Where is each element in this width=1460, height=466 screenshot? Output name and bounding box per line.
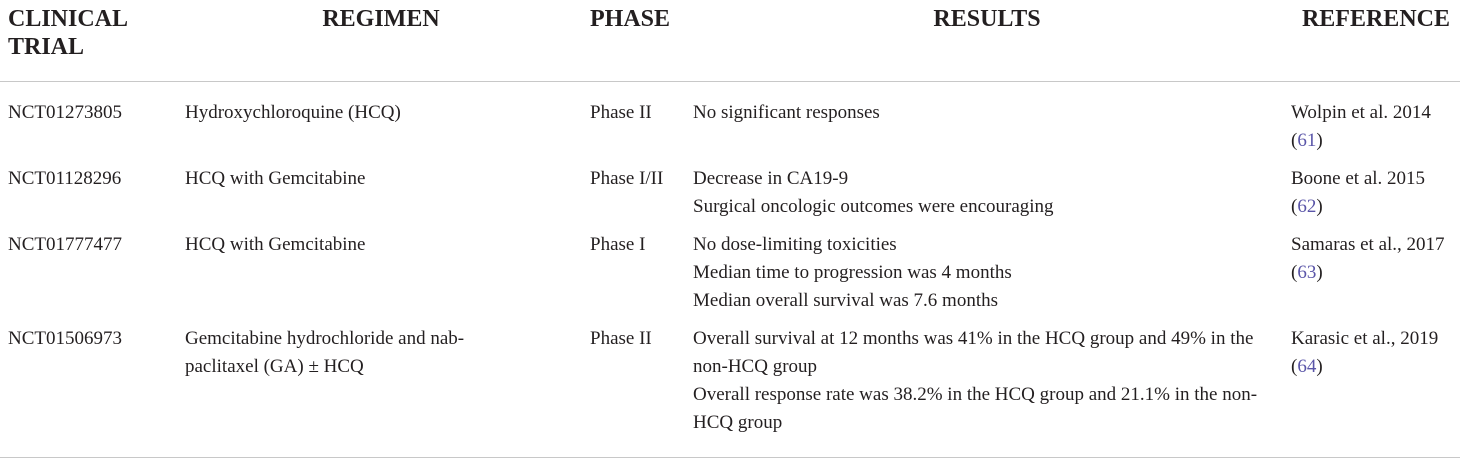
result-line: Surgical oncologic outcomes were encouraging [693,196,1054,217]
reference-text: Samaras et al., 2017 [1291,234,1445,255]
table-row [0,221,1460,315]
table-row [0,82,1460,156]
result-line: Overall survival at 12 months was 41% in the HCQ group and 49% in the non-HCQ group [693,328,1254,377]
result-line: Median time to progression was 4 months [693,262,1012,283]
header-results: RESULTS [686,0,1288,82]
result-line: Decrease in CA19-9 [693,168,849,189]
header-clinical-trial: CLINICAL TRIAL [0,0,178,82]
table-row [0,155,1460,221]
header-phase: PHASE [584,0,686,82]
trial-id-cell: NCT01777477 [8,234,122,255]
reference-cell: Wolpin et al. 2014 (61) [1291,102,1431,151]
result-line: Overall response rate was 38.2% in the HCQ group and 21.1% in the non-HCQ group [693,384,1258,433]
phase-cell: Phase I [590,234,646,255]
table-row [0,315,1460,458]
citation-link[interactable]: 63 [1297,262,1317,283]
regimen-cell: Hydroxychloroquine (HCQ) [185,102,401,123]
results-cell [686,315,1288,458]
result-line: Median overall survival was 7.6 months [693,290,999,311]
reference-cell: Karasic et al., 2019 (64) [1288,315,1460,458]
reference-cell: Boone et al. 2015 (62) [1291,168,1426,217]
phase-cell: Phase II [584,315,686,458]
header-regimen: REGIMEN [178,0,584,82]
trial-id-cell: NCT01128296 [8,168,122,189]
trial-id-cell: NCT01273805 [8,102,122,123]
reference-cell: Samaras et al., 2017 (63) [1291,234,1445,283]
citation-link[interactable]: 64 [1297,356,1317,377]
results-cell [686,155,1288,221]
header-reference: REFERENCE [1288,0,1460,82]
results-cell [686,221,1288,315]
phase-cell: Phase I/II [590,168,664,189]
regimen-cell: HCQ with Gemcitabine [185,168,366,189]
result-line: No significant responses [693,102,880,123]
regimen-cell: HCQ with Gemcitabine [185,234,366,255]
result-line: No dose-limiting toxicities [693,234,897,255]
regimen-cell: Gemcitabine hydrochloride and nab-paclitaxel (GA) ± HCQ [178,315,584,458]
trial-id-cell: NCT01506973 [0,315,178,458]
header-row [0,0,1460,82]
reference-text: Karasic et al., 2019 [1291,328,1439,349]
phase-cell: Phase II [590,102,652,123]
citation-link[interactable]: 61 [1297,130,1317,151]
results-cell [686,82,1288,156]
citation-link[interactable]: 62 [1297,196,1317,217]
reference-text: Wolpin et al. 2014 [1291,102,1431,123]
reference-text: Boone et al. 2015 [1291,168,1426,189]
